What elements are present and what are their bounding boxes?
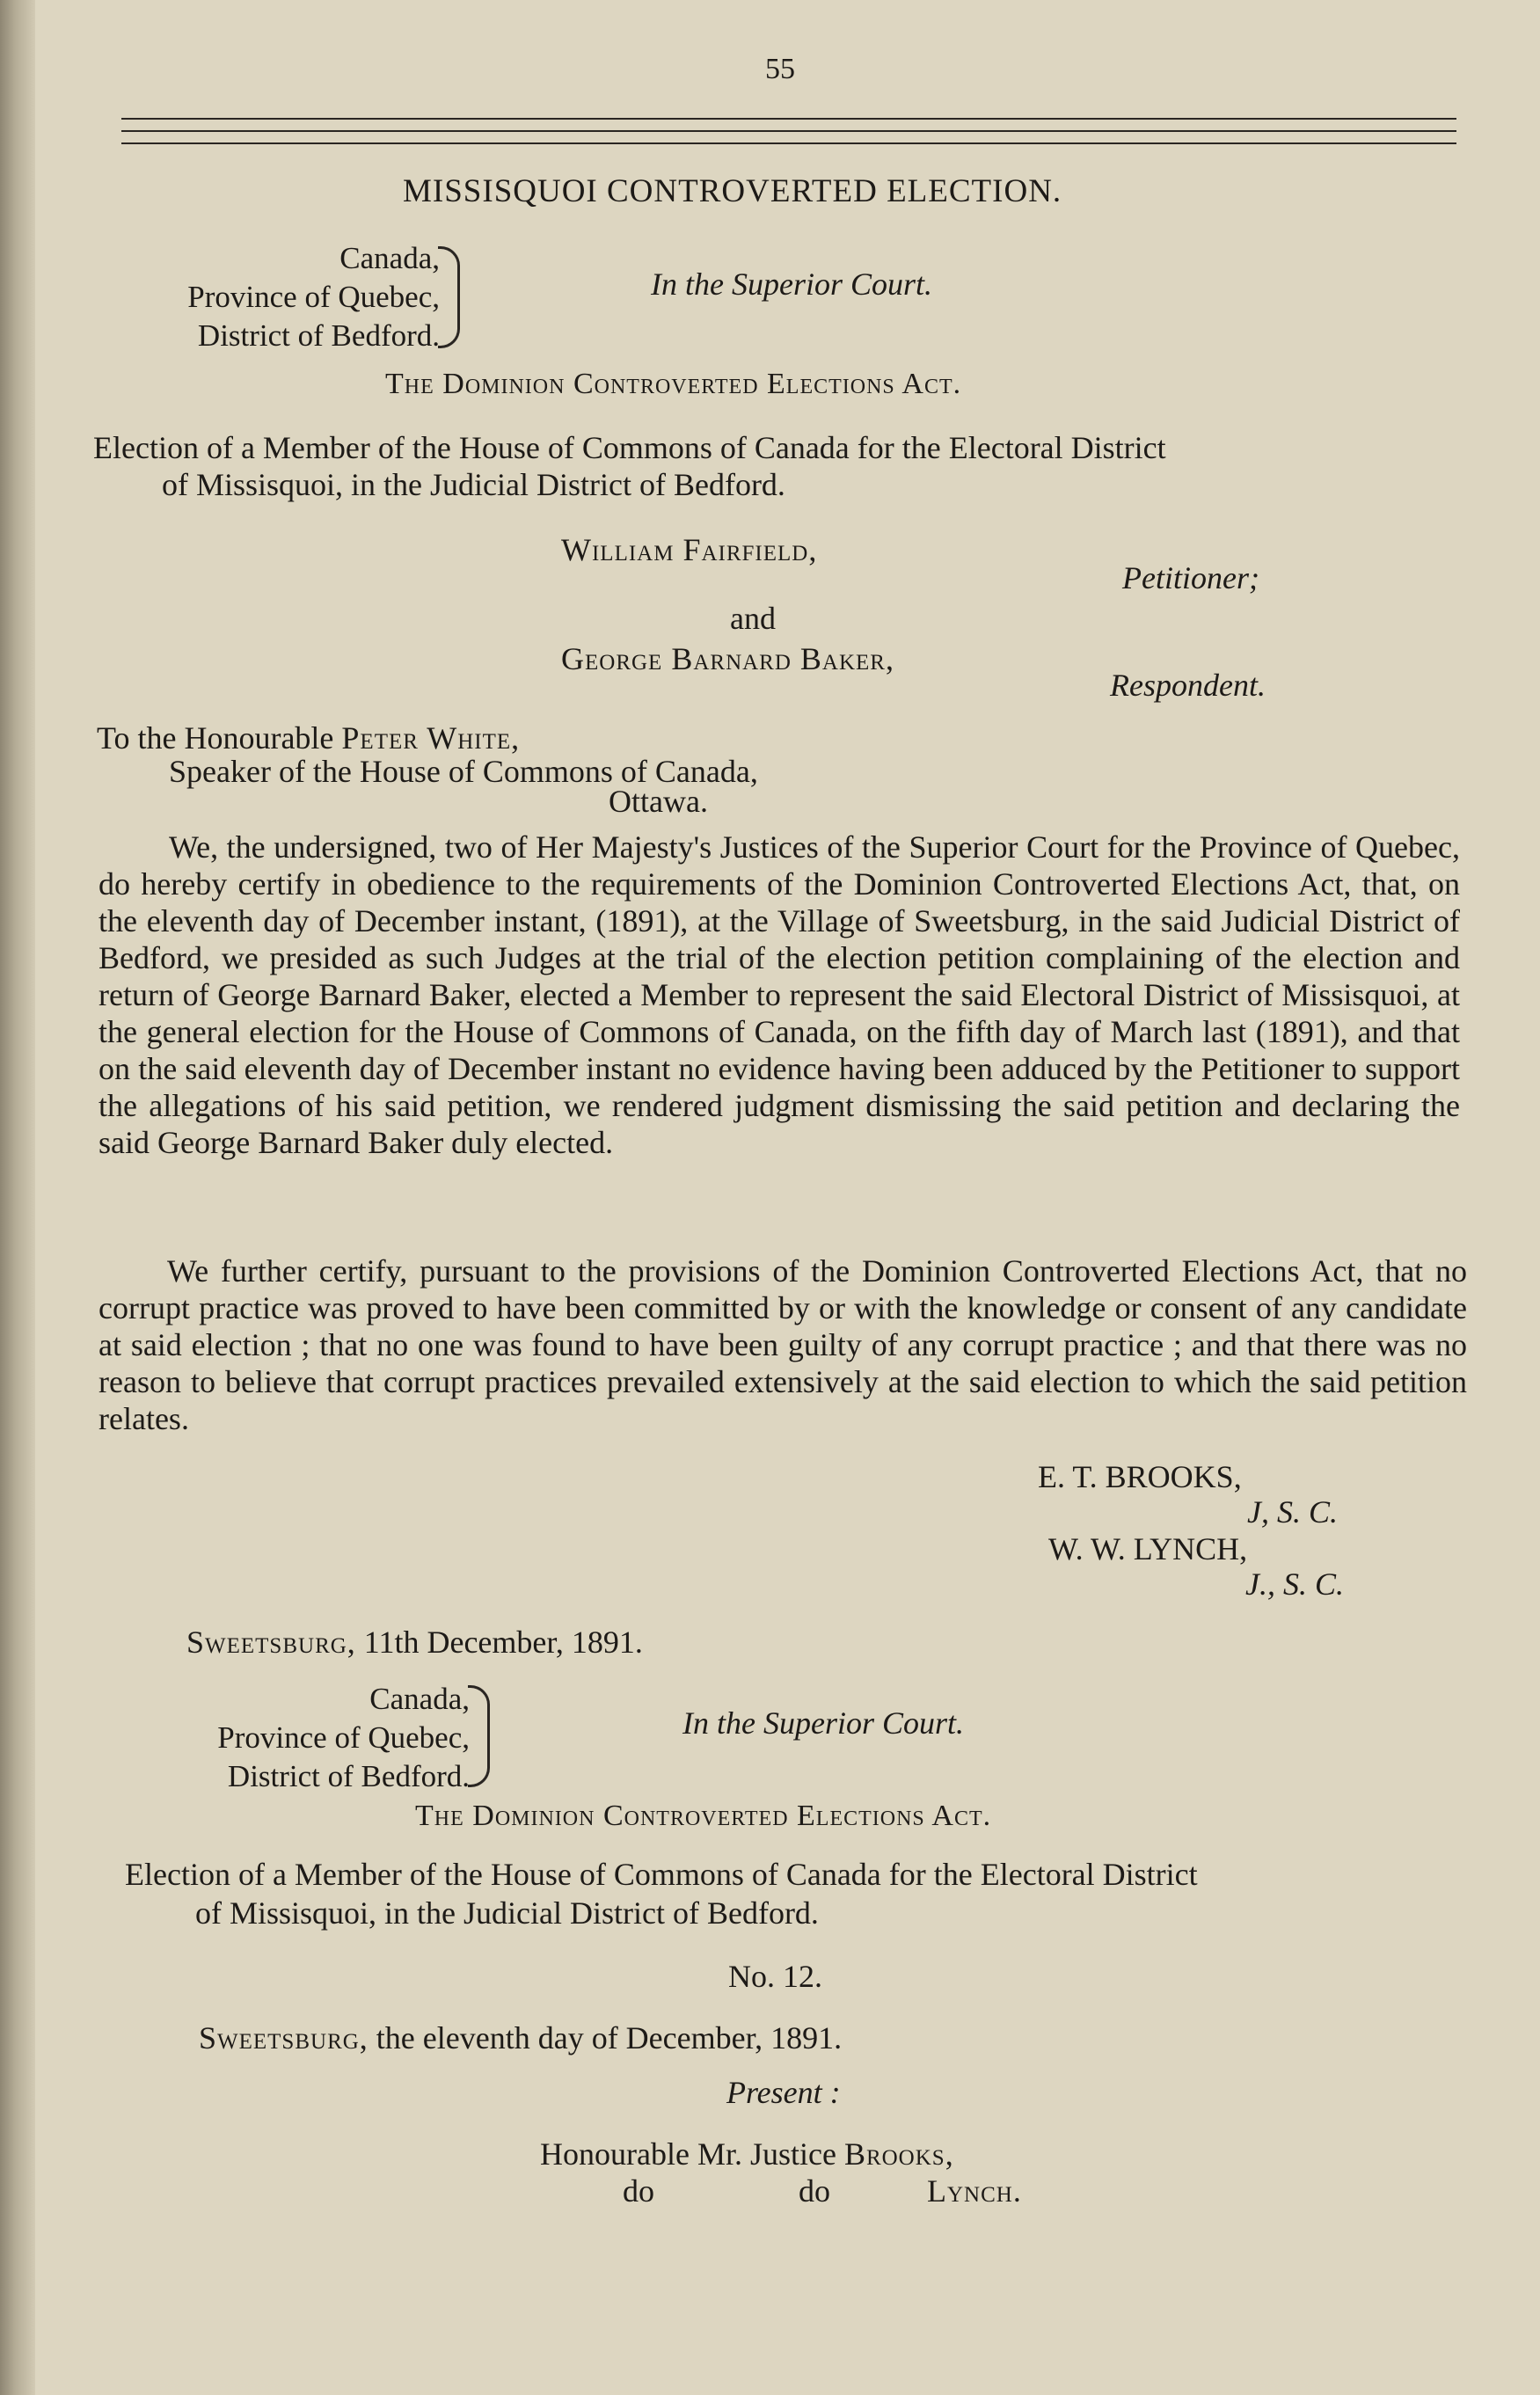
page-number: 55: [765, 53, 795, 85]
present-line: [540, 2136, 954, 2172]
signature-title: J., S. C.: [1245, 1566, 1344, 1602]
signature-name: W. W. LYNCH,: [1048, 1531, 1248, 1566]
header-rule-bottom: [121, 142, 1456, 144]
venue-line: Canada,: [369, 1682, 470, 1716]
ditto-mark: do: [799, 2173, 830, 2209]
book-spine-shadow: [0, 0, 35, 2395]
venue-line: Canada,: [339, 241, 440, 275]
venue-brace: [438, 246, 460, 348]
present-label: Present :: [726, 2075, 841, 2110]
venue-block: [88, 239, 440, 355]
act-heading: The Dominion Controverted Elections Act.: [415, 1800, 992, 1832]
venue-brace: [468, 1685, 490, 1787]
and-text: and: [730, 601, 776, 636]
election-line: Election of a Member of the House of Commons of Canada for the Electoral District: [93, 430, 1166, 465]
court-name: In the Superior Court.: [682, 1705, 964, 1741]
dateline-place: Sweetsburg,: [186, 1625, 356, 1660]
act-heading: The Dominion Controverted Elections Act.: [385, 368, 962, 400]
document-title: MISSISQUOI CONTROVERTED ELECTION.: [403, 173, 1062, 209]
case-number: No. 12.: [728, 1959, 822, 1994]
signature-title: J, S. C.: [1247, 1494, 1338, 1530]
header-rule-middle: [121, 130, 1456, 132]
address-line: [97, 719, 520, 756]
court-name: In the Superior Court.: [651, 267, 932, 302]
ditto-mark: do: [623, 2173, 654, 2209]
venue-line: District of Bedford.: [227, 1759, 470, 1793]
venue-line: Province of Quebec,: [217, 1720, 470, 1755]
certificate-paragraph: We, the undersigned, two of Her Majesty's Justices of the Superior Court for the Province of Quebec, do hereby certify in obedience to the requirements of the Dominion Controverted Elections Act, that, on the eleventh day of December instant, (1891), at the Village of Sweetsburg, in the said Judicial District of Bedford, we presided as such Judges at the trial of the election petition complaining of the election and return of George Barnard Baker, elected a Member to represent the said Electoral District of Missisquoi, at the general election for the House of Commons of Canada, on the fifth day of March last (1891), and that on the said eleventh day of December instant no evidence having been adduced by the Petitioner to support the allegations of his said petition, we rendered judgment dismissing the said petition and declaring the said George Barnard Baker duly elected.: [99, 829, 1460, 1160]
venue-line: Province of Quebec,: [187, 280, 440, 314]
certificate-paragraph: We further certify, pursuant to the provisions of the Dominion Controverted Elections Act, that no corrupt practice was proved to have been committed by or with the knowledge or consent of any candidate at said election ; that no one was found to have been guilty of any corrupt practice ; and that there was no reason to believe that corrupt practices prevailed extensively at the said election to which the said petition relates.: [99, 1253, 1467, 1436]
dateline: [186, 1624, 643, 1661]
venue-line: District of Bedford.: [197, 318, 440, 353]
judge-name: Lynch.: [927, 2173, 1022, 2209]
judge-name: Brooks,: [843, 2136, 954, 2172]
header-rule-top: [121, 118, 1456, 120]
dateline-place: Sweetsburg,: [199, 2020, 369, 2055]
election-line: Election of a Member of the House of Commons of Canada for the Electoral District: [125, 1857, 1198, 1892]
petitioner-name: William Fairfield,: [561, 532, 818, 567]
address-line: Ottawa.: [609, 784, 708, 819]
dateline: [199, 2019, 842, 2056]
dateline-date: 11th December, 1891.: [355, 1625, 643, 1660]
present-prefix: Honourable Mr. Justice: [540, 2136, 844, 2172]
venue-block: [118, 1680, 470, 1796]
petitioner-role: Petitioner;: [1122, 560, 1259, 595]
election-line: of Missisquoi, in the Judicial District of Bedford.: [162, 467, 785, 502]
dateline-date: the eleventh day of December, 1891.: [368, 2020, 843, 2055]
addressee-name: Peter White,: [341, 720, 521, 756]
address-line: Speaker of the House of Commons of Canada,: [169, 754, 758, 789]
respondent-role: Respondent.: [1110, 668, 1266, 703]
address-prefix: To the Honourable: [97, 720, 342, 756]
document-page: [35, 0, 1540, 2395]
election-line: of Missisquoi, in the Judicial District of Bedford.: [195, 1895, 819, 1931]
respondent-name: George Barnard Baker,: [561, 641, 894, 676]
signature-name: E. T. BROOKS,: [1038, 1459, 1242, 1494]
